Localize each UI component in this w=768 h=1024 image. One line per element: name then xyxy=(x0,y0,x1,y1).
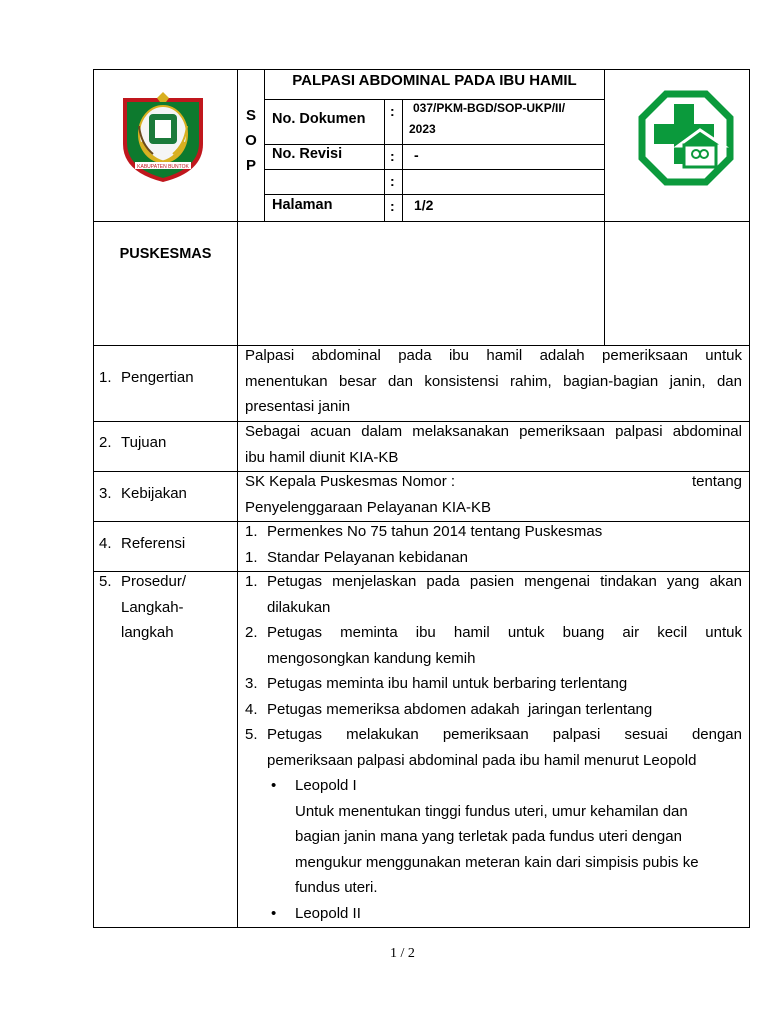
policy-tentang-text: tentang xyxy=(691,473,742,490)
row-label-text: Tujuan xyxy=(121,434,167,451)
row-number: 5. xyxy=(99,573,112,590)
sop-letter-s: S xyxy=(245,107,256,124)
step-text: Petugas melakukan pemeriksaan palpasi sesuai dengan xyxy=(267,726,742,743)
text-line xyxy=(245,469,742,495)
leopold-item xyxy=(245,901,742,927)
row-label-text: Referensi xyxy=(121,535,186,552)
procedure-step xyxy=(245,697,742,723)
row-number: 4. xyxy=(99,535,112,552)
list-number: 1. xyxy=(245,523,258,540)
leopold-desc: Untuk menentukan tinggi fundus uteri, umur kehamilan dan xyxy=(295,802,688,820)
document-title: PALPASI ABDOMINAL PADA IBU HAMIL xyxy=(292,72,577,89)
puskesmas-logo xyxy=(638,90,734,186)
row-number: 2. xyxy=(99,434,112,451)
step-number: 1. xyxy=(245,573,258,590)
table-col-divider xyxy=(237,69,238,928)
step-number: 3. xyxy=(245,675,258,692)
row-content-referensi xyxy=(245,519,742,570)
step-text: dilakukan xyxy=(267,598,331,616)
row-number: 3. xyxy=(99,485,112,502)
text-line: menentukan besar dan konsistensi rahim, bagian-bagian janin, dan xyxy=(245,372,742,390)
step-text: Petugas menjelaskan pada pasien mengenai tindakan yang akan xyxy=(267,573,742,590)
list-text: Standar Pelayanan kebidanan xyxy=(267,548,468,566)
row-label-referensi xyxy=(99,531,185,557)
field-label-halaman: Halaman xyxy=(272,197,333,213)
row-content-tujuan xyxy=(245,419,742,470)
row-label-pengertian xyxy=(99,365,194,391)
regional-emblem-logo xyxy=(119,92,207,184)
procedure-step xyxy=(245,569,742,620)
row-label-prosedur xyxy=(99,569,186,646)
procedure-step xyxy=(245,671,742,697)
field-colon: : xyxy=(390,198,395,214)
header-field-line xyxy=(264,169,605,170)
step-text: Petugas memeriksa abdomen adakah jaringan terlentang xyxy=(267,700,653,718)
table-border-bottom xyxy=(93,927,750,928)
leopold-title: Leopold II xyxy=(295,904,361,922)
policy-sk-text: SK Kepala Puskesmas Nomor : xyxy=(245,473,456,490)
field-value-no-revisi: - xyxy=(414,147,419,163)
table-border-right xyxy=(749,69,750,928)
row-label-kebijakan xyxy=(99,481,187,507)
bullet-icon: • xyxy=(271,904,277,922)
step-text: mengosongkan kandung kemih xyxy=(267,649,476,667)
procedure-step xyxy=(245,620,742,671)
sop-letter-o: O xyxy=(245,132,257,149)
procedure-step xyxy=(245,722,742,773)
step-text: Petugas meminta ibu hamil untuk berbaring terlentang xyxy=(267,675,628,692)
field-value-no-dokumen: 037/PKM-BGD/SOP-UKP/II/ xyxy=(413,101,566,115)
header-title-bottom xyxy=(264,99,605,100)
field-value-halaman: 1/2 xyxy=(414,197,434,213)
header-field-line xyxy=(264,144,605,145)
text-line: presentasi janin xyxy=(245,398,351,415)
colon-col-divider xyxy=(402,99,403,222)
table-border-top xyxy=(93,69,750,70)
sop-col-divider xyxy=(264,69,265,222)
field-colon: : xyxy=(390,148,395,164)
list-item xyxy=(245,519,742,545)
sop-letter-p: P xyxy=(245,157,256,174)
row-content-prosedur xyxy=(245,569,742,926)
page-number: 1 / 2 xyxy=(390,946,415,961)
row-number: 1. xyxy=(99,369,112,386)
text-line: Sebagai acuan dalam melaksanakan pemeriksaan palpasi abdominal xyxy=(245,423,742,440)
institution-label: PUSKESMAS xyxy=(119,246,212,262)
leopold-desc: bagian janin mana yang terletak pada fundus uteri dengan xyxy=(295,828,682,845)
row-label-text: Kebijakan xyxy=(121,485,187,502)
list-item xyxy=(245,545,742,571)
row-label-text: langkah xyxy=(121,624,174,641)
field-colon: : xyxy=(390,173,395,189)
bullet-icon: • xyxy=(271,777,277,794)
leopold-desc: fundus uteri. xyxy=(295,879,378,896)
row-label-text: Prosedur/ xyxy=(121,573,187,590)
step-number: 4. xyxy=(245,700,258,718)
row-label-text: Pengertian xyxy=(121,369,194,386)
emblem-text: KABUPATEN BUNTOK xyxy=(137,164,189,170)
field-value-no-dokumen-year: 2023 xyxy=(409,122,436,136)
leopold-desc: mengukur menggunakan meteran kain dari simpisis pubis ke xyxy=(295,853,699,871)
header-field-line xyxy=(264,194,605,195)
row-content-pengertian xyxy=(245,343,742,420)
step-text: pemeriksaan palpasi abdominal pada ibu hamil menurut Leopold xyxy=(267,751,697,769)
label-col-divider xyxy=(384,99,385,222)
leopold-item xyxy=(245,773,742,901)
list-number: 1. xyxy=(245,548,258,566)
step-text: Petugas meminta ibu hamil untuk buang air kecil untuk xyxy=(267,624,742,641)
field-label-no-dokumen: No. Dokumen xyxy=(272,111,366,127)
field-colon: : xyxy=(390,103,395,119)
row-content-kebijakan xyxy=(245,469,742,520)
text-line: Palpasi abdominal pada ibu hamil adalah pemeriksaan untuk xyxy=(245,347,742,364)
step-number: 5. xyxy=(245,726,258,743)
text-line: Penyelenggaraan Pelayanan KIA-KB xyxy=(245,498,492,516)
text-line: ibu hamil diunit KIA-KB xyxy=(245,448,399,466)
list-text: Permenkes No 75 tahun 2014 tentang Puskesmas xyxy=(267,523,603,540)
field-label-no-revisi: No. Revisi xyxy=(272,146,343,162)
logo-col-divider xyxy=(604,69,605,346)
table-border-left xyxy=(93,69,94,928)
table-line-header-bottom xyxy=(93,221,750,222)
leopold-title: Leopold I xyxy=(295,777,357,794)
row-label-text: Langkah- xyxy=(121,598,184,616)
step-number: 2. xyxy=(245,624,258,641)
row-label-tujuan xyxy=(99,430,166,456)
